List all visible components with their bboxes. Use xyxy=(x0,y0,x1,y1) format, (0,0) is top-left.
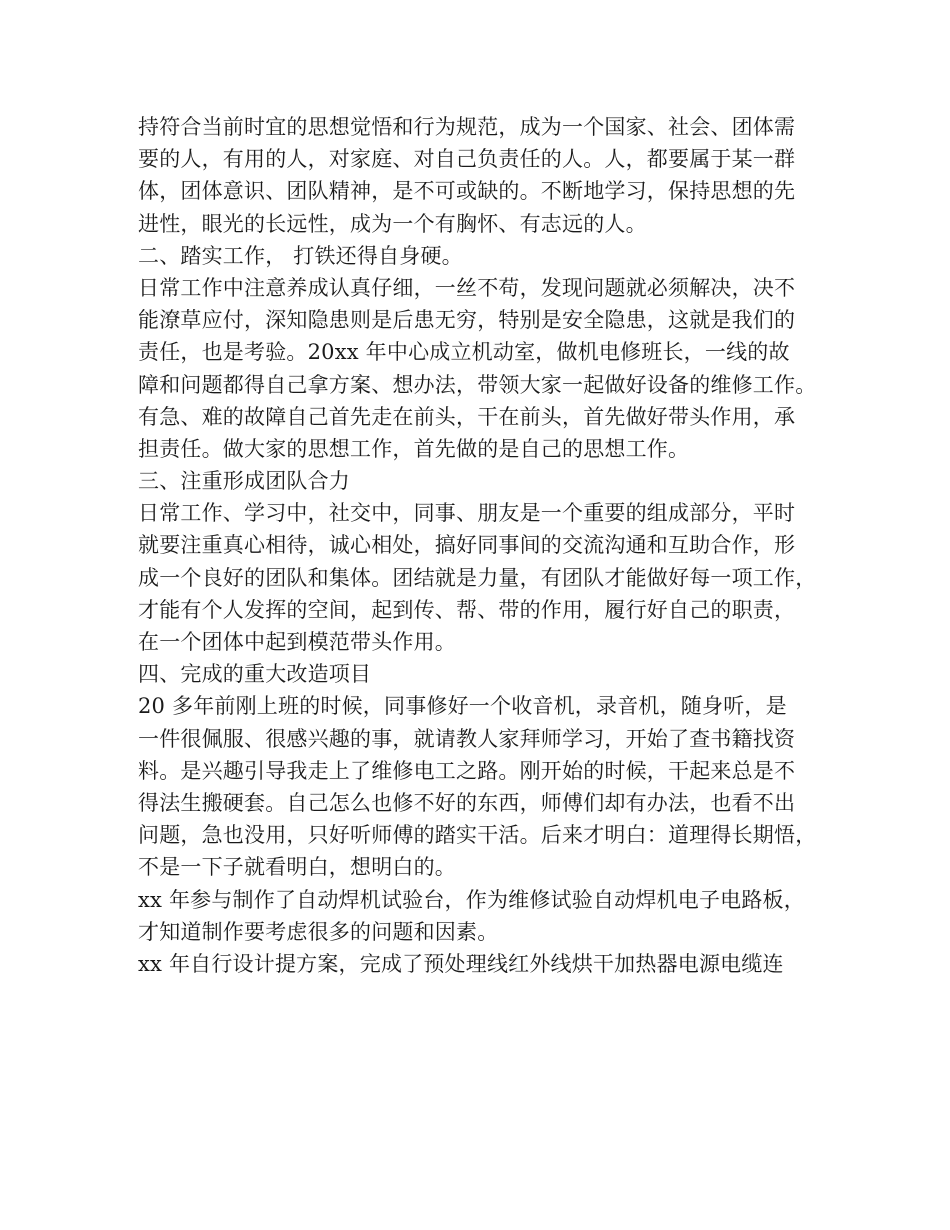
text-line: 在一个团体中起到模范带头作用。 xyxy=(138,630,456,654)
text-line: 料。是兴趣引导我走上了维修电工之路。刚开始的时候，干起来总是不 xyxy=(138,758,796,783)
text-line: 责任，也是考验。20xx 年中心成立机动室，做机电修班长，一线的故 xyxy=(138,340,790,365)
text-line: 就要注重真心相待，诚心相处，搞好同事间的交流沟通和互助合作，形 xyxy=(138,533,796,558)
text-line: 问题，急也没用，只好听师傅的踏实干活。后来才明白：道理得长期悟， xyxy=(138,823,817,848)
section-heading: 二、踏实工作， 打铁还得自身硬。 xyxy=(138,243,463,268)
document-body xyxy=(138,111,828,980)
text-line: 才知道制作要考虑很多的问题和因素。 xyxy=(138,919,499,944)
section-heading: 四、完成的重大改造项目 xyxy=(138,662,372,687)
text-line: 能潦草应付，深知隐患则是后患无穷，特别是安全隐患，这就是我们的 xyxy=(138,308,796,333)
text-line: 得法生搬硬套。自己怎么也修不好的东西，师傅们却有办法，也看不出 xyxy=(138,790,796,815)
text-line: 一件很佩服、很感兴趣的事，就请教人家拜师学习，开始了查书籍找资 xyxy=(138,726,796,751)
text-line: 障和问题都得自己拿方案、想办法，带领大家一起做好设备的维修工作。 xyxy=(138,372,817,397)
text-line: 才能有个人发挥的空间，起到传、帮、带的作用，履行好自己的职责， xyxy=(138,597,796,622)
text-line: 担责任。做大家的思想工作，首先做的是自己的思想工作。 xyxy=(138,436,690,461)
text-line: 要的人，有用的人，对家庭、对自己负责任的人。人，都要属于某一群 xyxy=(138,147,796,172)
text-line: 成一个良好的团队和集体。团结就是力量，有团队才能做好每一项工作， xyxy=(138,565,817,590)
text-line: 有急、难的故障自己首先走在前头，干在前头，首先做好带头作用，承 xyxy=(138,404,796,429)
text-line: xx 年自行设计提方案，完成了预处理线红外线烘干加热器电源电缆连 xyxy=(138,951,784,976)
text-line: 进性，眼光的长远性，成为一个有胸怀、有志远的人。 xyxy=(138,211,647,236)
text-line: 体，团体意识、团队精神，是不可或缺的。不断地学习，保持思想的先 xyxy=(138,179,796,204)
section-heading: 三、注重形成团队合力 xyxy=(138,469,350,494)
text-line: 20 多年前刚上班的时候，同事修好一个收音机，录音机，随身听，是 xyxy=(138,694,787,719)
text-line: 不是一下子就看明白，想明白的。 xyxy=(138,855,456,880)
text-line: xx 年参与制作了自动焊机试验台，作为维修试验自动焊机电子电路板， xyxy=(138,887,805,912)
text-line: 持符合当前时宜的思想觉悟和行为规范，成为一个国家、社会、团体需 xyxy=(138,115,796,139)
text-line: 日常工作、学习中，社交中，同事、朋友是一个重要的组成部分，平时 xyxy=(138,501,796,526)
text-line: 日常工作中注意养成认真仔细，一丝不苟，发现问题就必须解决，决不 xyxy=(138,275,796,300)
